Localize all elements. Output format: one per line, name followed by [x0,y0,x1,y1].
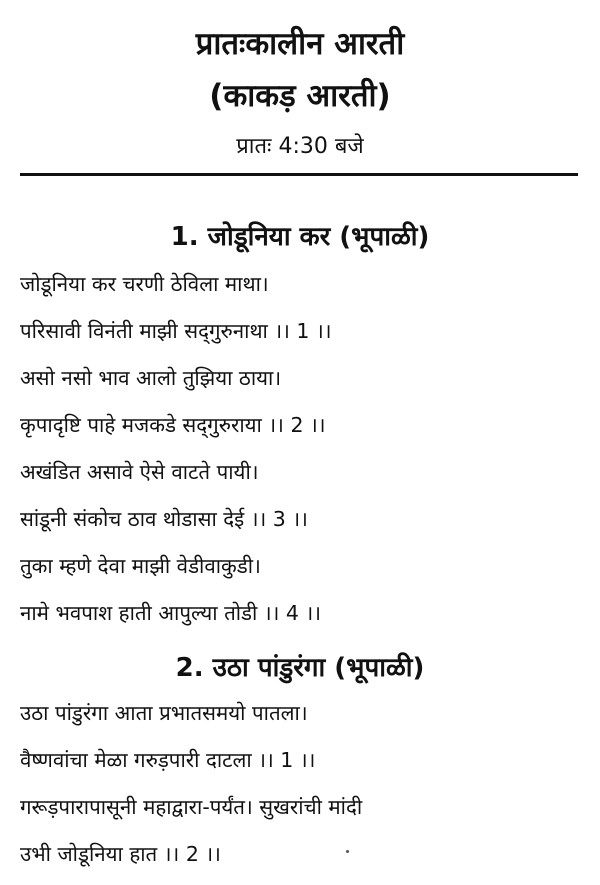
verse-line: तुका म्हणे देवा माझी वेडीवाकुडी। [20,554,261,578]
verse-line: परिसावी विनंती माझी सद्‌गुरुनाथा ।। 1 ।। [20,319,332,343]
verse-line: अखंडित असावे ऐसे वाटते पायी। [20,460,259,484]
verse-line: उठा पांडुरंगा आता प्रभातसमयो पातला। [20,701,308,725]
print-speck [346,850,349,853]
verse-line: सांडूनी संकोच ठाव थोडासा देई ।। 3 ।। [20,507,308,531]
verse-line: नामे भवपाश हाती आपुल्या तोडी ।। 4 ।। [20,601,322,625]
verse-line: कृपादृष्टि पाहे मजकडे सद्‌गुरुराया ।। 2 ।। [20,413,326,437]
section-heading-1: 1. जोडूनिया कर (भूपाळी) [170,222,430,252]
aarti-time: प्रातः 4:30 बजे [236,134,364,159]
verse-line: वैष्णवांचा मेळा गरुड़पारी दाटला ।। 1 ।। [20,748,316,772]
verse-line: गरूड़पारापासूनी महाद्वारा-पर्यंत। सुखरांची मांदी [20,795,363,819]
header-divider [20,173,578,176]
verse-list-2 [20,690,590,878]
section-heading-2: 2. उठा पांडुरंगा (भूपाळी) [175,653,425,683]
verse-line: उभी जोडूनिया हात ।। 2 ।। [20,842,221,866]
page-subtitle: (काकड़ आरती) [209,78,391,114]
verse-list-1 [20,261,590,637]
verse-line: जोडूनिया कर चरणी ठेविला माथा। [20,272,269,296]
page-title: प्रातःकालीन आरती [195,26,405,62]
verse-line: असो नसो भाव आलो तुझिया ठाया। [20,366,282,390]
